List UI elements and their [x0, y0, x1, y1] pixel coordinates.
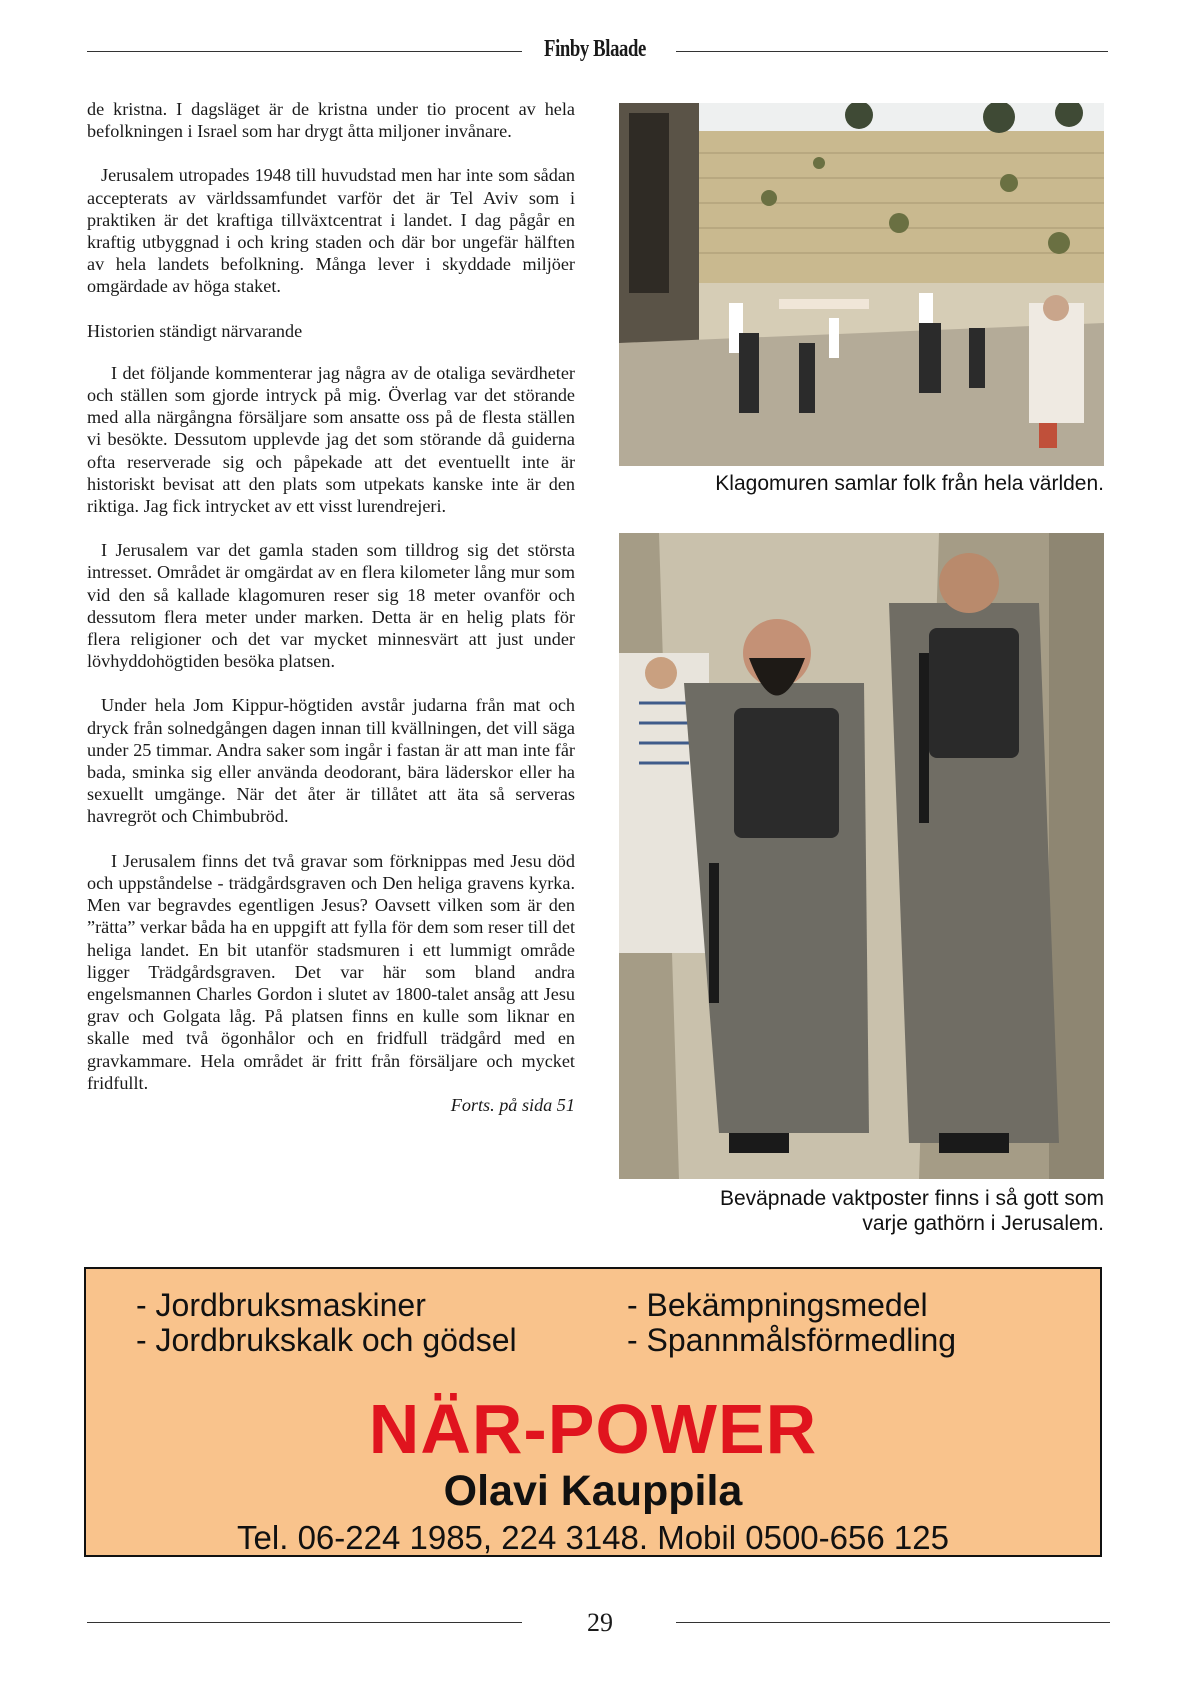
- page-number: 29: [587, 1608, 613, 1637]
- footer-rule-right: [676, 1622, 1110, 1623]
- ad-item: - Jordbruksmaskiner: [136, 1287, 426, 1323]
- ad-brand-name: NÄR-POWER: [368, 1390, 818, 1468]
- article-paragraph: I Jerusalem var det gamla staden som tilldrog sig det största intresset. Området är omgärdat av en flera kilometer lång mur som vid den så kallade klagomuren reser sig 18 meter ovanför och dessutom flera meter under marken. Detta är en helig plats för flera religioner och det var mycket minnesvärt att just under lövhyddohögtiden besöka platsen.: [87, 540, 575, 672]
- photo-caption-line: Beväpnade vaktposter finns i så gott som: [719, 1187, 1104, 1210]
- article-paragraph: Under hela Jom Kippur-högtiden avstår judarna från mat och dryck från solnedgången dagen innan till kvällningen, det vill säga under 25 timmar. Andra saker som ingår i fastan är att man inte får bada, sminka sig eller använda deodorant, bära läderskor eller ha sexuellt umgänge. När det åter är tillåtet att äta så serveras havregröt och Chimbubröd.: [87, 695, 575, 827]
- header-rule-left: [87, 51, 522, 52]
- photo-caption-line: varje gathörn i Jerusalem.: [862, 1212, 1104, 1235]
- ad-item: - Spannmålsförmedling: [627, 1322, 957, 1358]
- continuation-note: Forts. på sida 51: [450, 1094, 575, 1115]
- soldiers-photo: [619, 533, 1104, 1179]
- footer-rule-left: [87, 1622, 522, 1623]
- section-heading: Historien ständigt närvarande: [87, 320, 303, 341]
- article-paragraph: Jerusalem utropades 1948 till huvudstad men har inte som sådan accepterats av världssamfundet varför det är Tel Aviv som i praktiken är det kraftiga tillväxtcentrat i landet. I dag pågår en kraftig utbyggnad i och kring staden och där bor ungefär hälften av hela landets befolkning. Många lever i skyddade miljöer omgärdade av höga staket.: [87, 165, 575, 297]
- ad-item: - Jordbrukskalk och gödsel: [136, 1322, 517, 1358]
- ad-owner-name: Olavi Kauppila: [443, 1467, 743, 1515]
- western-wall-photo: [619, 103, 1104, 466]
- ad-item: - Bekämpningsmedel: [627, 1287, 928, 1323]
- masthead-title: Finby Blaade: [544, 36, 646, 62]
- article-paragraph: I det följande kommenterar jag några av de otaliga sevärdheter och ställen som gjorde intryck på mig. Överlag var det störande med alla närgångna försäljare som ansatte oss på de flesta ställen vi besökte. Dessutom upplevde jag det som störande då guiderna ofta reserverade sig och påpekade att det eventuellt inte är historiskt bevisat att den plats som utpekats kanske inte är den riktiga. Jag fick intrycket av ett visst lurendrejeri.: [87, 362, 575, 517]
- header-rule-right: [676, 51, 1108, 52]
- photo-caption: Klagomuren samlar folk från hela världen.: [715, 472, 1104, 495]
- article-paragraph: de kristna. I dagsläget är de kristna under tio procent av hela befolkningen i Israel som har drygt åtta miljoner invånare.: [87, 99, 575, 142]
- article-column: [87, 98, 575, 1116]
- article-paragraph: I Jerusalem finns det två gravar som förknippas med Jesu död och uppståndelse - trädgårdsgraven och Den heliga gravens kyrka. Men var begravdes egentligen Jesus? Oavsett vilken som är den ”rätta” verkar båda ha en uppgift att fylla för dem som reser till det heliga landet. En bit utanför stadsmuren i ett lummigt område ligger Trädgårdsgraven. Det var här som bland andra engelsmannen Charles Gordon i slutet av 1800-talet ansåg att Jesu grav och Golgata låg. På platsen finns en kulle som liknar en skalle med två ögonhålor och en fridfull trädgård med en gravkammare. Hela området är fritt från försäljare och mycket fridfullt.: [87, 850, 575, 1093]
- photo-caption: [600, 1186, 1104, 1236]
- ad-phone-numbers: Tel. 06-224 1985, 224 3148. Mobil 0500-656 125: [237, 1519, 949, 1556]
- advertisement-box: [84, 1267, 1102, 1557]
